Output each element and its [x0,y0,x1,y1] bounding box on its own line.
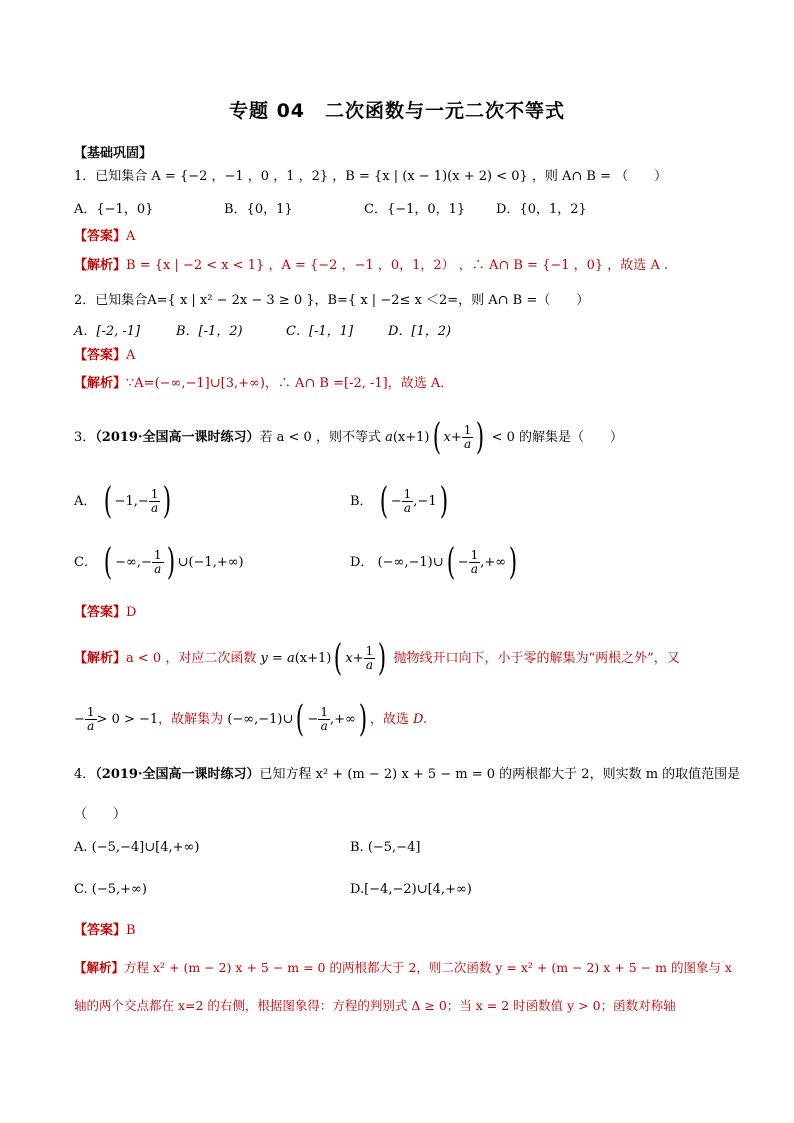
q2-option-b: B．[-1，2) [176,324,243,339]
option-label: D． [350,555,374,570]
q4-source: （2019·全国高一课时练习） [95,767,260,782]
paren: ( [379,480,388,522]
answer-label: 【答案】 [74,229,127,244]
q1-option-a: A．{−1，0} [74,202,154,217]
q1-answer-value: A [126,229,136,244]
option-label: C． [74,555,97,570]
q4-option-d: D.[−4,−2)∪[4,+∞) [350,882,472,897]
math-expr: ,+∞ [480,555,507,570]
fraction: $\frac{1}{a}$ [470,548,479,576]
section-heading: 【基础巩固】 [74,146,153,161]
q4-stem2: （ ） [74,807,127,822]
paren: ) [476,416,485,458]
q2-analysis-text: ∵A=(−∞,−1]∪[3,+∞)，∴ A∩ B =[-2, -1]，故选 A． [126,376,454,391]
fraction: $\frac{1}{a}$ [365,644,374,672]
option-label: A． [74,494,97,509]
fraction: $\frac{1}{a}$ [403,487,412,515]
math-expr: − [457,555,469,570]
q2-option-d: D．[1，2) [388,324,452,339]
math-expr: x+ [443,430,462,445]
q1-analysis [74,255,668,277]
paren: ( [446,541,455,583]
q2-stem: 2．已知集合A={ x | x² − 2x − 3 ≥ 0 }，B={ x | −2≤ x ＜2=，则 A∩ B =（ ） [74,293,590,308]
math-expr: − [74,712,85,727]
math-expr: (x+1) [392,430,430,445]
q4-answer-value: B [126,923,136,938]
q3-analysis-line1 [74,639,680,679]
q4-option-b: B. (−5,−4] [350,840,421,855]
answer-label: 【答案】 [74,348,127,363]
math-expr: ,−1 [413,494,437,509]
q3-num: 3． [74,430,96,445]
fraction: $\frac{1}{a}$ [153,548,162,576]
q3-answer [74,602,136,624]
q3-stem-pre: 若 a < 0 ，则不等式 [259,430,381,445]
q1-option-c: C．{−1，0，1} [364,202,466,217]
q4-stem [74,764,740,786]
option-label: B． [350,494,373,509]
answer-label: 【答案】 [74,923,127,938]
math-expr: −1,− [114,494,149,509]
paren: ) [358,698,368,740]
q1-answer [74,226,135,248]
analysis-label: 【解析】 [74,258,127,273]
q2-analysis [74,373,453,395]
paren: ) [439,480,448,522]
q3-analysis1-pre: a < 0 ，对应二次函数 [126,651,257,666]
fraction: $\frac{1}{a}$ [320,705,328,733]
paren: ) [166,541,175,583]
q1-stem: 1．已知集合 A = {−2 ，−1 ，0 ，1 ，2} ，B = {x | (x − 1)(x + 2) < 0} ，则 A∩ B = （ ） [74,169,668,184]
q2-option-a: A．[-2, -1] [74,324,141,339]
q3-option-d [350,543,520,583]
math-expr: > 0 > −1 [96,712,159,727]
q2-option-c: C．[-1，1] [286,324,354,339]
math-expr: ∪(−1,+∞) [177,555,244,570]
q3-stem-post: < 0 的解集是（ ） [491,430,624,445]
math-expr: −∞,− [115,555,152,570]
q3-analysis-line2 [74,700,427,740]
q4-stem-text: 已知方程 x² + (m − 2) x + 5 − m = 0 的两根都大于 2，则实数 m 的取值范围是 [259,767,741,782]
math-expr: (x+1) [294,651,332,666]
q4-analysis-line1 [74,957,732,979]
q3-option-c [74,543,244,583]
math-expr: a [385,430,393,445]
paren: ( [296,698,305,740]
q3-analysis1-post: 抛物线开口向下，小于零的解集为“两根之外”，又 [393,651,680,666]
analysis-label: 【解析】 [74,651,127,666]
q2-answer-value: A [126,348,136,363]
fraction: $\frac{1}{a}$ [86,705,95,733]
q4-analysis-line2: 轴的两个交点都在 x=2 的右侧，根据图象得：方程的判别式 Δ ≥ 0；当 x = 2 时函数值 y > 0；函数对称轴 [74,998,676,1013]
paren: ) [163,480,172,522]
math-expr: x+ [345,651,364,666]
paren: ) [378,637,387,679]
q2-answer [74,345,135,367]
paren: ) [508,541,518,583]
paren: ( [334,637,343,679]
paren: ( [432,416,441,458]
math-expr: ,+∞ [329,712,356,727]
math-expr: − [390,494,402,509]
analysis-label: 【解析】 [74,960,125,975]
page-title: 专题 04 二次函数与一元二次不等式 [228,100,566,122]
q3-analysis2-post: ，故选 [369,712,409,727]
fraction: $\frac{1}{a}$ [463,423,472,451]
q1-option-b: B．{0，1} [224,202,293,217]
q4-num: 4． [74,767,96,782]
answer-label: 【答案】 [74,605,127,620]
q1-analysis-text: B = {x | −2 < x < 1} ，A = {−2 ，−1 ，0，1，2） ，∴ A∩ B = {−1 ，0} ，故选 A . [126,258,669,273]
math-expr: (−∞,−1)∪ [227,712,294,727]
q4-option-c: C. (−5,+∞) [74,882,147,897]
q4-analysis1: 方程 x² + (m − 2) x + 5 − m = 0 的两根都大于 2，则二次函数 y = x² + (m − 2) x + 5 − m 的图象与 x [124,960,732,975]
paren: ( [103,541,113,583]
math-expr: y = a [260,651,295,666]
q3-source: （2019·全国高一课时练习） [95,430,260,445]
math-expr: ，故解集为 [158,712,228,727]
q3-answer-value: D [126,605,137,620]
q4-answer [74,920,136,942]
q3-option-b [350,482,451,522]
math-expr: (−∞,−1)∪ [377,555,444,570]
math-expr: − [307,712,319,727]
q1-option-d: D．{0，1，2} [496,202,587,217]
q3-analysis2-end: D. [413,712,428,727]
q3-stem [74,418,623,458]
q4-option-a: A. (−5,−4]∪[4,+∞) [74,840,200,855]
analysis-label: 【解析】 [74,376,127,391]
fraction: $\frac{1}{a}$ [150,487,159,515]
q3-option-a [74,482,174,522]
paren: ( [103,480,112,522]
